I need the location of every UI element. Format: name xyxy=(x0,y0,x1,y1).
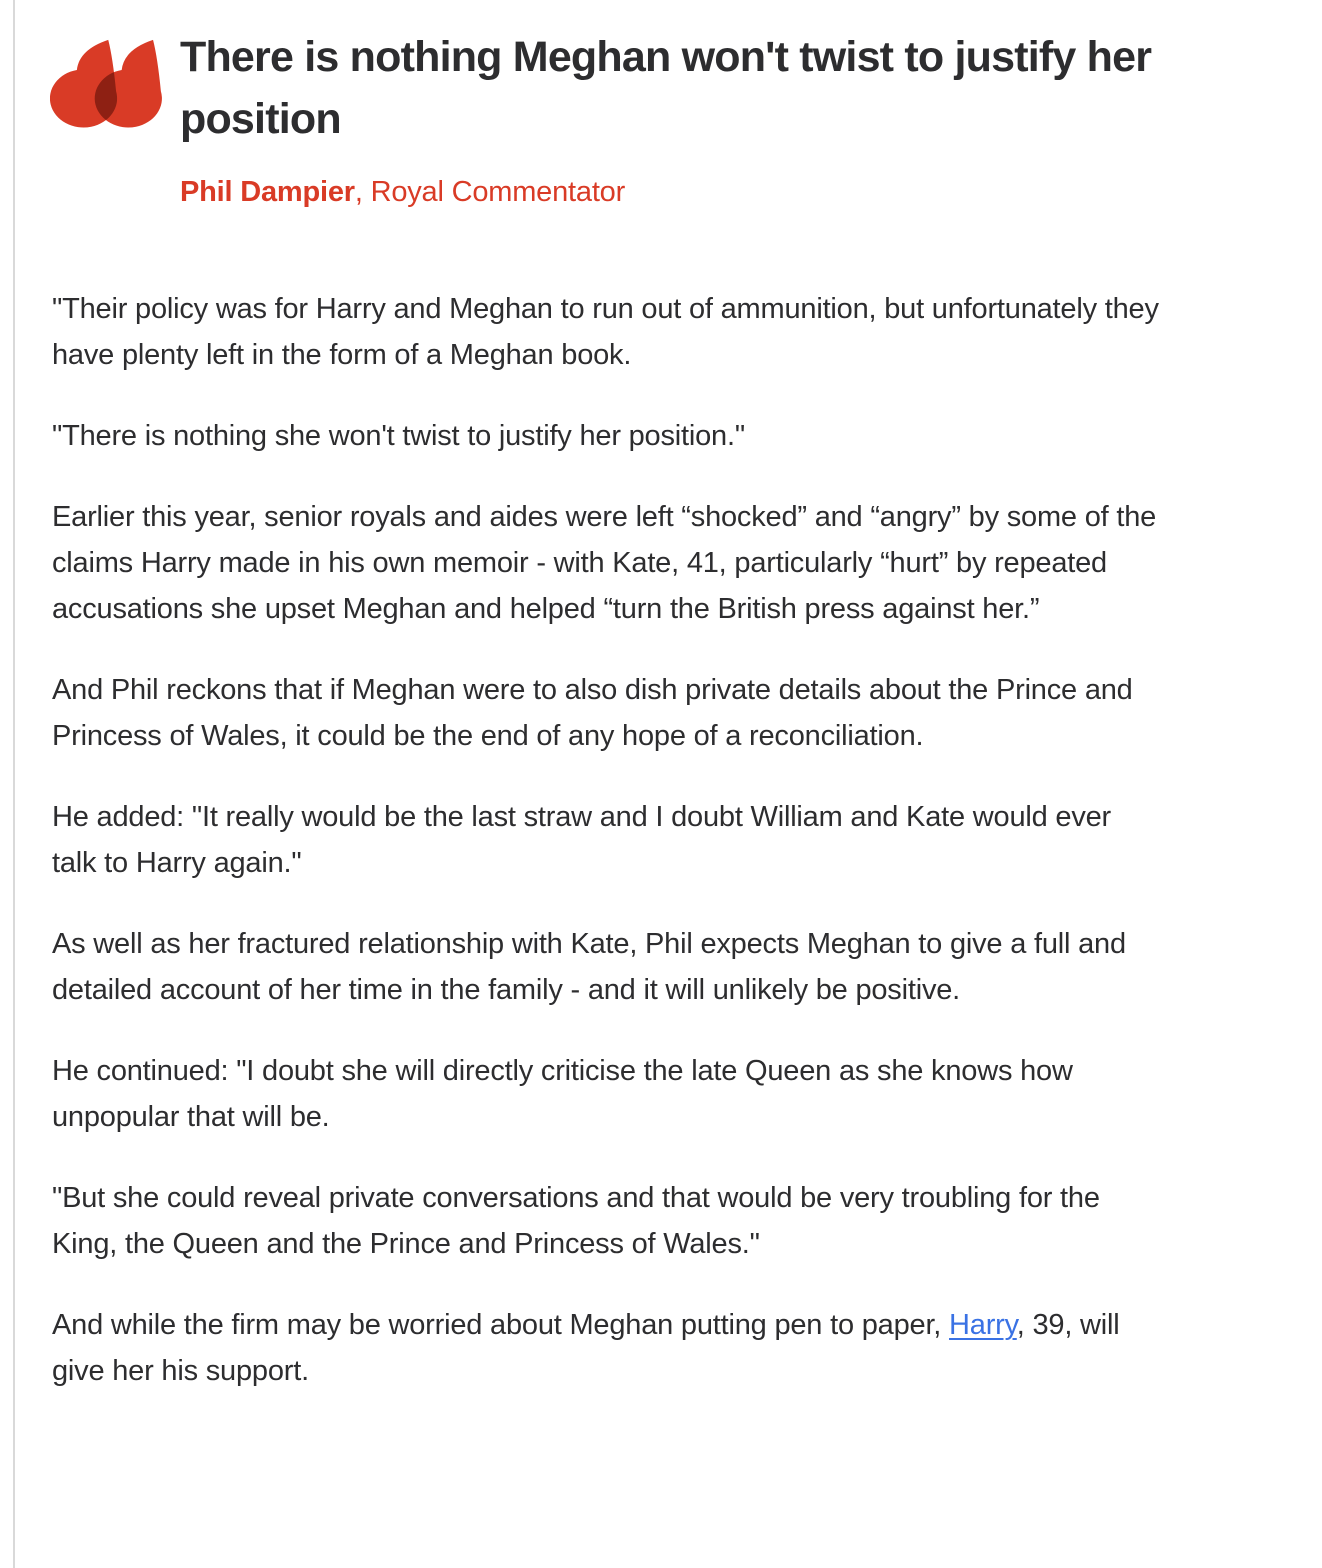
byline xyxy=(180,174,1282,210)
article-paragraph: Earlier this year, senior royals and aides were left “shocked” and “angry” by some of the claims Harry made in his own memoir - with Kate, 41, particularly “hurt” by repeated accusations she upset Meghan and helped “turn the British press against her.” xyxy=(52,501,1157,625)
harry-link[interactable]: Harry xyxy=(949,1309,1017,1341)
double-quote-icon xyxy=(50,38,162,130)
article-paragraph: "Their policy was for Harry and Meghan to run out of ammunition, but unfortunately they have plenty left in the form of a Meghan book. xyxy=(52,293,1159,371)
left-border-rule xyxy=(13,0,15,1568)
article-paragraph xyxy=(52,1302,1162,1394)
pull-quote-header xyxy=(0,0,1322,210)
article-paragraph: "But she could reveal private conversations and that would be very troubling for the King, the Queen and the Prince and Princess of Wales." xyxy=(52,1182,1100,1260)
article-paragraph: "There is nothing she won't twist to justify her position." xyxy=(52,420,745,452)
article-paragraph: And Phil reckons that if Meghan were to also dish private details about the Prince and Princess of Wales, it could be the end of any hope of a reconciliation. xyxy=(52,674,1133,752)
article-paragraph: He continued: "I doubt she will directly criticise the late Queen as she knows how unpopular that will be. xyxy=(52,1055,1073,1133)
paragraph-text-after: , 39, will give her his support. xyxy=(52,1309,1120,1387)
byline-role: , Royal Commentator xyxy=(354,176,626,208)
header-text-block xyxy=(180,26,1282,210)
byline-author: Phil Dampier xyxy=(180,176,355,208)
article-paragraph: He added: "It really would be the last straw and I doubt William and Kate would ever talk to Harry again." xyxy=(52,801,1112,879)
paragraph-text-before: And while the firm may be worried about Meghan putting pen to paper, xyxy=(52,1309,950,1341)
article-headline: There is nothing Meghan won't twist to justify her position xyxy=(180,33,1152,143)
article-paragraph: As well as her fractured relationship with Kate, Phil expects Meghan to give a full and detailed account of her time in the family - and it will unlikely be positive. xyxy=(52,928,1126,1006)
article-body xyxy=(52,286,1282,1394)
